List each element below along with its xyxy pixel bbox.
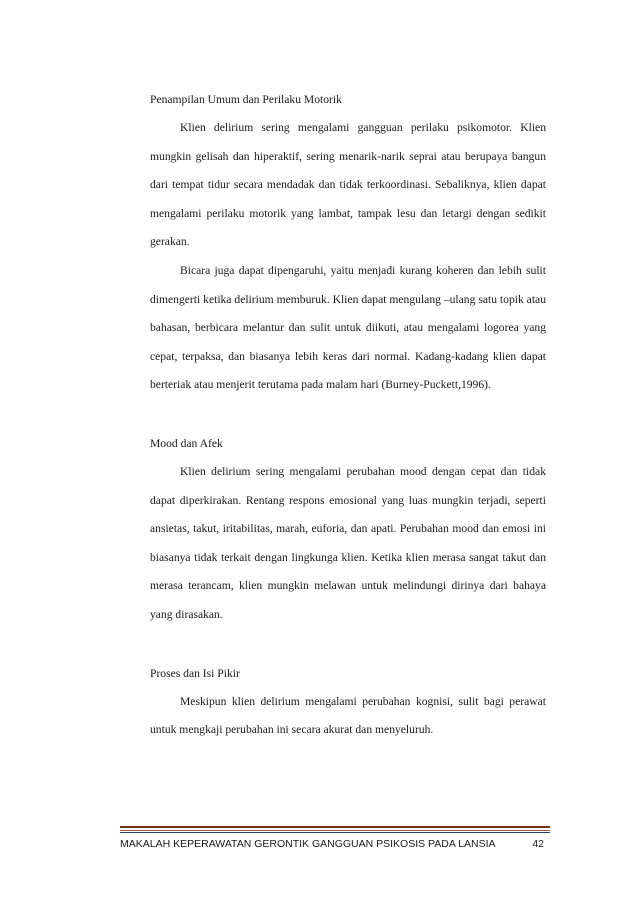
paragraph: Bicara juga dapat dipengaruhi, yaitu menjadi kurang koheren dan lebih sulit dimengerti ketika delirium memburuk. Klien dapat mengulang –ulang satu topik atau bahasan, berbicara melantur dan sulit untuk diikuti, atau mengalami logorea yang cepat, terpaksa, dan biasanya lebih keras dari normal. Kadang-kadang klien dapat berteriak atau menjerit terutama pada malam hari (Burney-Puckett,1996). [150,263,546,392]
section-mood [150,430,546,630]
page-footer [120,838,550,850]
section-gap [150,400,546,430]
section-penampilan [150,86,546,400]
page-content [150,86,546,745]
footer-rule-line [120,830,550,831]
footer-rule-line [120,826,550,828]
paragraph: Klien delirium sering mengalami gangguan perilaku psikomotor. Klien mungkin gelisah dan hiperaktif, sering menarik-narik seprai atau berupaya bangun dari tempat tidur secara mendadak dan tidak terkoordinasi. Sebaliknya, klien dapat mengalami perilaku motorik yang lambat, tampak lesu dan letargi dengan sedikit gerakan. [150,121,546,249]
section-heading: Mood dan Afek [150,436,223,450]
section-gap [150,630,546,660]
paragraph: Meskipun klien delirium mengalami perubahan kognisi, sulit bagi perawat untuk mengkaji perubahan ini secara akurat dan menyeluruh. [150,694,546,737]
paragraph: Klien delirium sering mengalami perubahan mood dengan cepat dan tidak dapat diperkirakan. Rentang respons emosional yang luas mungkin terjadi, seperti ansietas, takut, iritabilitas, marah, euforia, dan apati. Perubahan mood dan emosi ini biasanya tidak terkait dengan lingkunga klien. Ketika klien merasa sangat takut dan merasa terancam, klien mungkin melawan untuk melindungi dirinya dari bahaya yang dirasakan. [150,464,546,621]
footer-rule-line [120,832,550,833]
footer-rule [120,826,550,833]
page-number: 42 [532,838,544,850]
footer-title: MAKALAH KEPERAWATAN GERONTIK GANGGUAN PSIKOSIS PADA LANSIA [120,838,496,850]
section-proses [150,660,546,745]
section-heading: Proses dan Isi Pikir [150,666,240,680]
section-heading: Penampilan Umum dan Perilaku Motorik [150,93,342,106]
